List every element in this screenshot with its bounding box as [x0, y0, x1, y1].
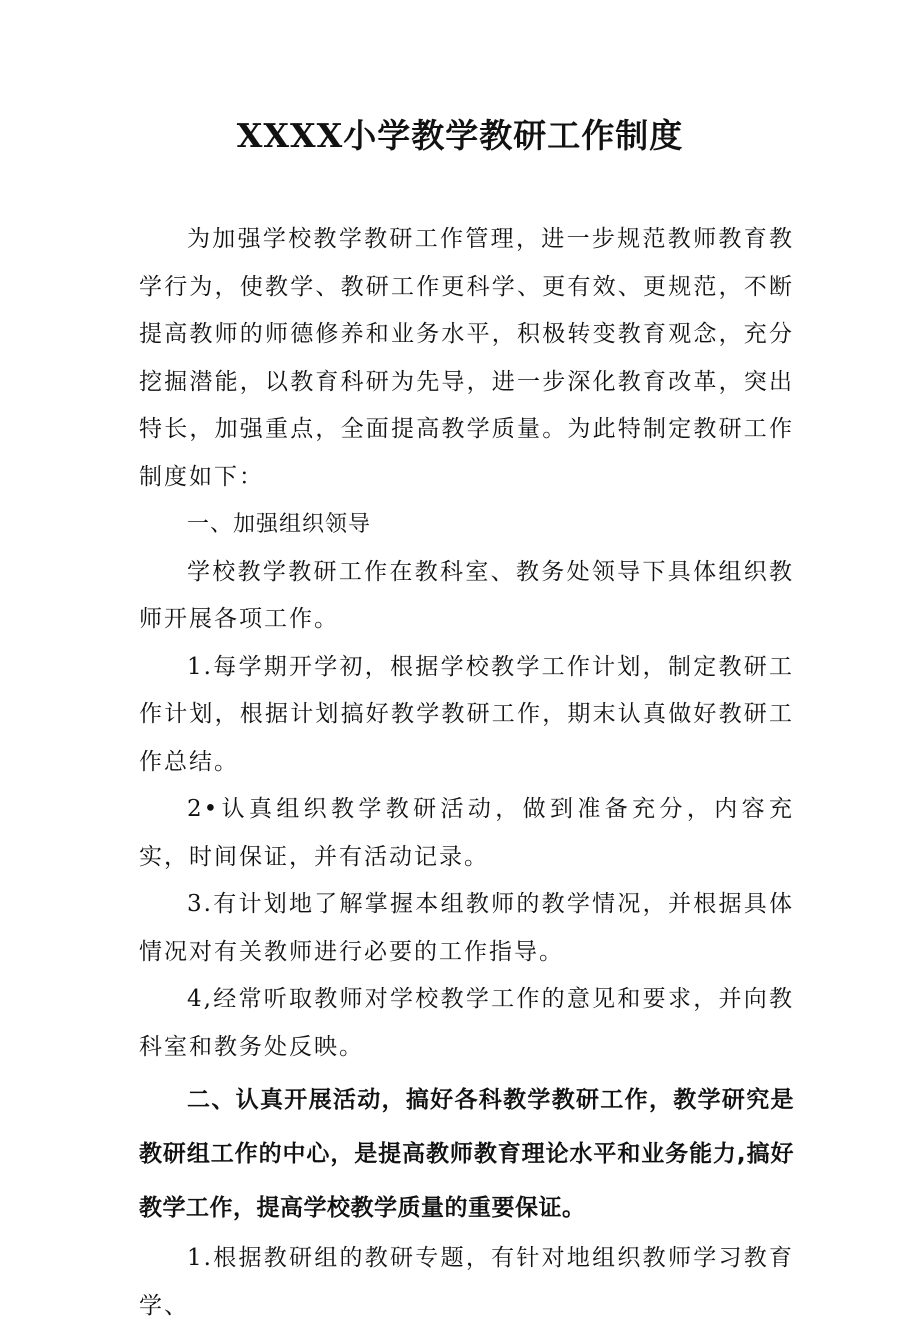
section-1-item-1: 1.每学期开学初，根据学校教学工作计划，制定教研工作计划，根据计划搞好教学教研工作，期末认真做好教研工作总结。 — [139, 653, 794, 775]
document-title: XXXX小学教学教研工作制度 — [236, 116, 684, 155]
intro-paragraph: 为加强学校教学教研工作管理，进一步规范教师教育教学行为，使教学、教研工作更科学、更有效、更规范，不断提高教师的师德修养和业务水平，积极转变教育观念，充分挖掘潜能，以教育科研为先导，进一步深化教育改革，突出特长，加强重点，全面提高教学质量。为此特制定教研工作制度如下： — [139, 226, 794, 490]
section-1-item-4: 4,经常听取教师对学校教学工作的意见和要求，并向教科室和教务处反映。 — [139, 986, 794, 1060]
section-1-intro: 学校教学教研工作在教科室、教务处领导下具体组织教师开展各项工作。 — [139, 558, 794, 632]
section-1-item-3: 3.有计划地了解掌握本组教师的教学情况，并根据具体情况对有关教师进行必要的工作指导。 — [139, 891, 794, 965]
section-1-heading: 一、加强组织领导 — [187, 512, 372, 537]
section-2-heading: 二、认真开展活动，搞好各科教学教研工作，教学研究是教研组工作的中心，是提高教师教育理论水平和业务能力,搞好教学工作，提高学校教学质量的重要保证。 — [139, 1087, 794, 1221]
document-body — [139, 216, 794, 1330]
section-1-item-2: 2•认真组织教学教研活动，做到准备充分，内容充实，时间保证，并有活动记录。 — [139, 796, 794, 870]
section-2-item-1: 1.根据教研组的教研专题，有针对地组织教师学习教育学、 — [139, 1245, 794, 1319]
